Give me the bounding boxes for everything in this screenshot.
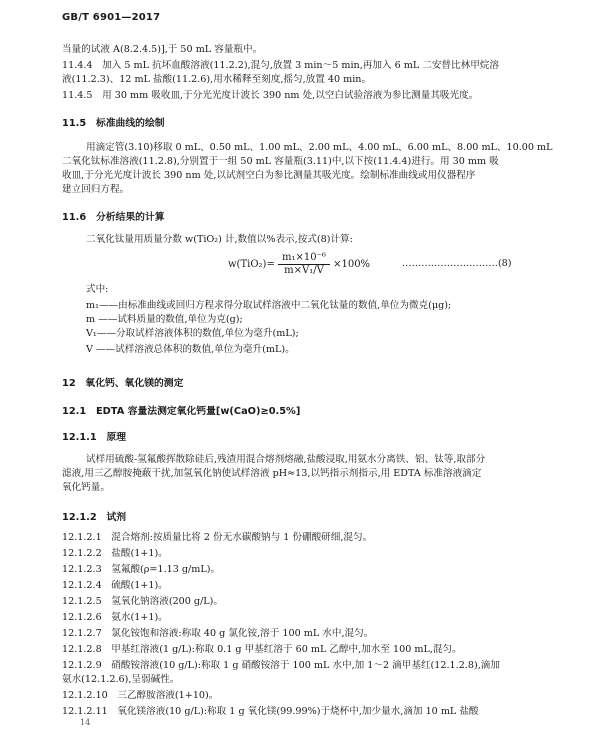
text-line: 11.4.5 用 30 mm 吸收皿,于分光光度计波长 390 nm 处,以空白试验溶液为参比测量其吸光度。	[62, 90, 479, 101]
section-heading: 12 氧化钙、氧化镁的测定	[62, 378, 184, 389]
section-heading: 12.1.2 试剂	[62, 512, 127, 523]
text-line: 二氧化钛标准溶液(11.2.8),分别置于一组 50 mL 容量瓶(3.11)中,以下按(11.4.4)进行。用 30 mm 吸	[62, 156, 499, 167]
text-line: 12.1.2.1 混合熔剂:按质量比将 2 份无水碳酸钠与 1 份硼酸研细,混匀。	[62, 532, 373, 543]
formula-fraction	[278, 252, 330, 277]
text-line: 建立回归方程。	[62, 184, 130, 195]
text-line: 收皿,于分光光度计波长 390 nm 处,以试剂空白为参比测量其吸光度。绘制标准曲线或用仪器程序	[62, 170, 476, 181]
text-line: 12.1.2.2 盐酸(1+1)。	[62, 548, 168, 559]
text-line: m₁——由标准曲线或回归方程求得分取试样溶液中二氧化钛量的数值,单位为微克(μg);	[86, 300, 452, 311]
equation-number: …………………………(8)	[402, 258, 512, 269]
text-line: 式中:	[86, 284, 109, 295]
text-line: 12.1.2.4 硫酸(1+1)。	[62, 580, 168, 591]
text-line: 12.1.2.8 甲基红溶液(1 g/L):称取 0.1 g 甲基红溶于 60 mL 乙醇中,加水至 100 mL,混匀。	[62, 644, 462, 655]
section-heading: 12.1 EDTA 容量法测定氧化钙量[w(CaO)≥0.5%]	[62, 406, 301, 417]
text-line: 氧化钙量。	[62, 482, 110, 493]
text-line: 12.1.2.10 三乙醇胺溶液(1+10)。	[62, 690, 219, 701]
text-line: 二氧化钛量用质量分数 w(TiO₂) 计,数值以%表示,按式(8)计算:	[86, 234, 353, 245]
text-line: 当量的试液 A(8.2.4.5)],于 50 mL 容量瓶中。	[62, 44, 263, 55]
standard-header: GB/T 6901—2017	[62, 12, 161, 23]
section-heading: 11.6 分析结果的计算	[62, 212, 165, 223]
text-line: 12.1.2.9 硝酸铵溶液(10 g/L):称取 1 g 硝酸铵溶于 100 mL 水中,加 1～2 滴甲基红(12.1.2.8),滴加	[62, 660, 500, 671]
text-line: 液(11.2.3)、12 mL 盐酸(11.2.6),用水稀释至刻度,摇匀,放置 40 min。	[62, 74, 372, 85]
formula-denominator: m×V₁/V	[284, 265, 324, 276]
section-heading: 12.1.1 原理	[62, 432, 127, 443]
formula-rhs: ×100%	[333, 259, 371, 270]
text-line: V₁——分取试样溶液体积的数值,单位为毫升(mL);	[86, 328, 299, 339]
text-line: V ——试样溶液总体积的数值,单位为毫升(mL)。	[86, 344, 295, 355]
text-line: 12.1.2.5 氢氧化钠溶液(200 g/L)。	[62, 596, 224, 607]
formula-8	[228, 252, 370, 277]
text-line: 12.1.2.3 氢氟酸(ρ=1.13 g/mL)。	[62, 564, 221, 575]
text-line: 12.1.2.6 氨水(1+1)。	[62, 612, 168, 623]
text-line: 12.1.2.11 氧化镁溶液(10 g/L):称取 1 g 氧化镁(99.99%)于烧杯中,加少量水,滴加 10 mL 盐酸	[62, 706, 479, 717]
text-line: 11.4.4 加入 5 mL 抗坏血酸溶液(11.2.2),混匀,放置 3 min～5 min,再加入 6 mL 二安替比林甲烷溶	[62, 60, 499, 71]
text-line: 滤液,用三乙醇胺掩蔽干扰,加氢氧化钠使试样溶液 pH≈13,以钙指示剂指示,用 EDTA 标准溶液滴定	[62, 468, 482, 479]
page-number: 14	[80, 718, 91, 727]
text-line: 氨水(12.1.2.6),呈弱碱性。	[62, 674, 180, 685]
formula-lhs: w(TiO₂)=	[228, 259, 275, 270]
formula-numerator: m₁×10⁻⁶	[278, 252, 330, 265]
text-line: 12.1.2.7 氯化铵饱和溶液:称取 40 g 氯化铵,溶于 100 mL 水中,混匀。	[62, 628, 374, 639]
text-line: 试样用硫酸-氢氟酸挥散除硅后,残渣用混合熔剂熔融,盐酸浸取,用氨水分离铁、铝、钛等,取部分	[86, 454, 486, 465]
text-line: 用滴定管(3.10)移取 0 mL、0.50 mL、1.00 mL、2.00 mL、4.00 mL、6.00 mL、8.00 mL、10.00 mL	[86, 142, 553, 153]
text-line: m ——试料质量的数值,单位为克(g);	[86, 314, 243, 325]
section-heading: 11.5 标准曲线的绘制	[62, 118, 165, 129]
